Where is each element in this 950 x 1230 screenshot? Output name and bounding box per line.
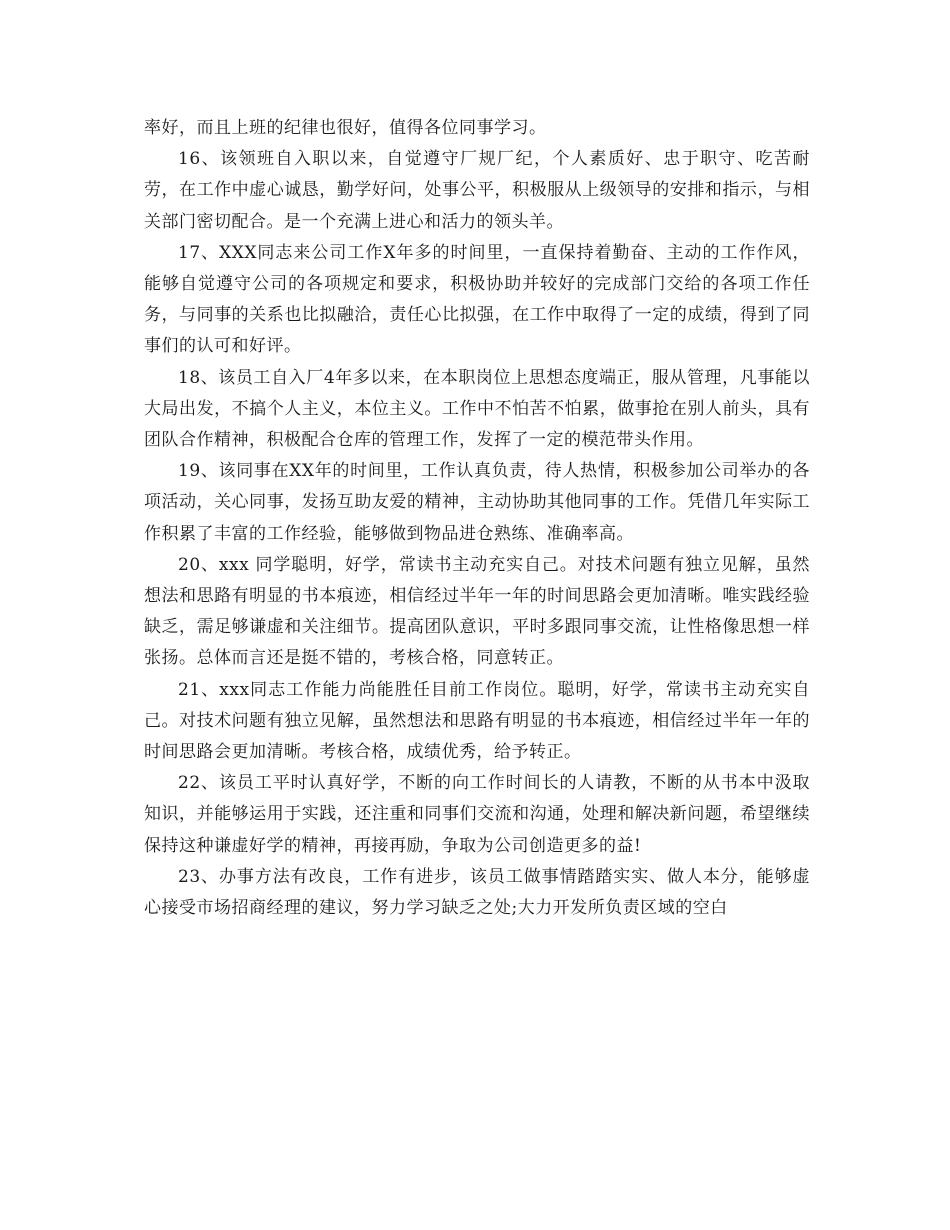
paragraph-19: 19、该同事在XX年的时间里，工作认真负责，待人热情，积极参加公司举办的各项活动，关心同事，发扬互助友爱的精神，主动协助其他同事的工作。凭借几年实际工作积累了丰富的工作经验，能够做到物品进仓熟练、准确率高。 xyxy=(144,461,810,544)
paragraph-15-continuation: 率好，而且上班的纪律也很好，值得各位同事学习。 xyxy=(144,118,547,138)
paragraph-17: 17、XXX同志来公司工作X年多的时间里，一直保持着勤奋、主动的工作作风，能够自觉遵守公司的各项规定和要求，积极协助并较好的完成部门交给的各项工作任务，与同事的关系也比拟融洽，责任心比拟强，在工作中取得了一定的成绩，得到了同事们的认可和好评。 xyxy=(144,242,810,357)
document-body xyxy=(144,113,810,924)
paragraph-16: 16、该领班自入职以来，自觉遵守厂规厂纪，个人素质好、忠于职守、吃苦耐劳，在工作中虚心诚恳，勤学好问，处事公平，积极服从上级领导的安排和指示，与相关部门密切配合。是一个充满上进心和活力的领头羊。 xyxy=(144,149,810,232)
paragraph-20: 20、xxx 同学聪明，好学，常读书主动充实自己。对技术问题有独立见解，虽然想法和思路有明显的书本痕迹，相信经过半年一年的时间思路会更加清晰。唯实践经验缺乏，需足够谦虚和关注细节。提高团队意识，平时多跟同事交流，让性格像思想一样张扬。总体而言还是挺不错的，考核合格，同意转正。 xyxy=(144,554,810,669)
paragraph-23: 23、办事方法有改良，工作有进步，该员工做事情踏踏实实、做人本分，能够虚心接受市场招商经理的建议，努力学习缺乏之处;大力开发所负责区域的空白 xyxy=(144,866,810,919)
paragraph-22: 22、该员工平时认真好学，不断的向工作时间长的人请教，不断的从书本中汲取知识，并能够运用于实践，还注重和同事们交流和沟通，处理和解决新问题，希望继续保持这种谦虚好学的精神，再接再励，争取为公司创造更多的益! xyxy=(144,773,810,856)
paragraph-21: 21、xxx同志工作能力尚能胜任目前工作岗位。聪明，好学，常读书主动充实自己。对技术问题有独立见解，虽然想法和思路有明显的书本痕迹，相信经过半年一年的时间思路会更加清晰。考核合格，成绩优秀，给予转正。 xyxy=(144,679,810,763)
paragraph-18: 18、该员工自入厂4年多以来，在本职岗位上思想态度端正，服从管理，凡事能以大局出发，不搞个人主义，本位主义。工作中不怕苦不怕累，做事抢在别人前头，具有团队合作精神，积极配合仓库的管理工作，发挥了一定的模范带头作用。 xyxy=(144,367,810,451)
